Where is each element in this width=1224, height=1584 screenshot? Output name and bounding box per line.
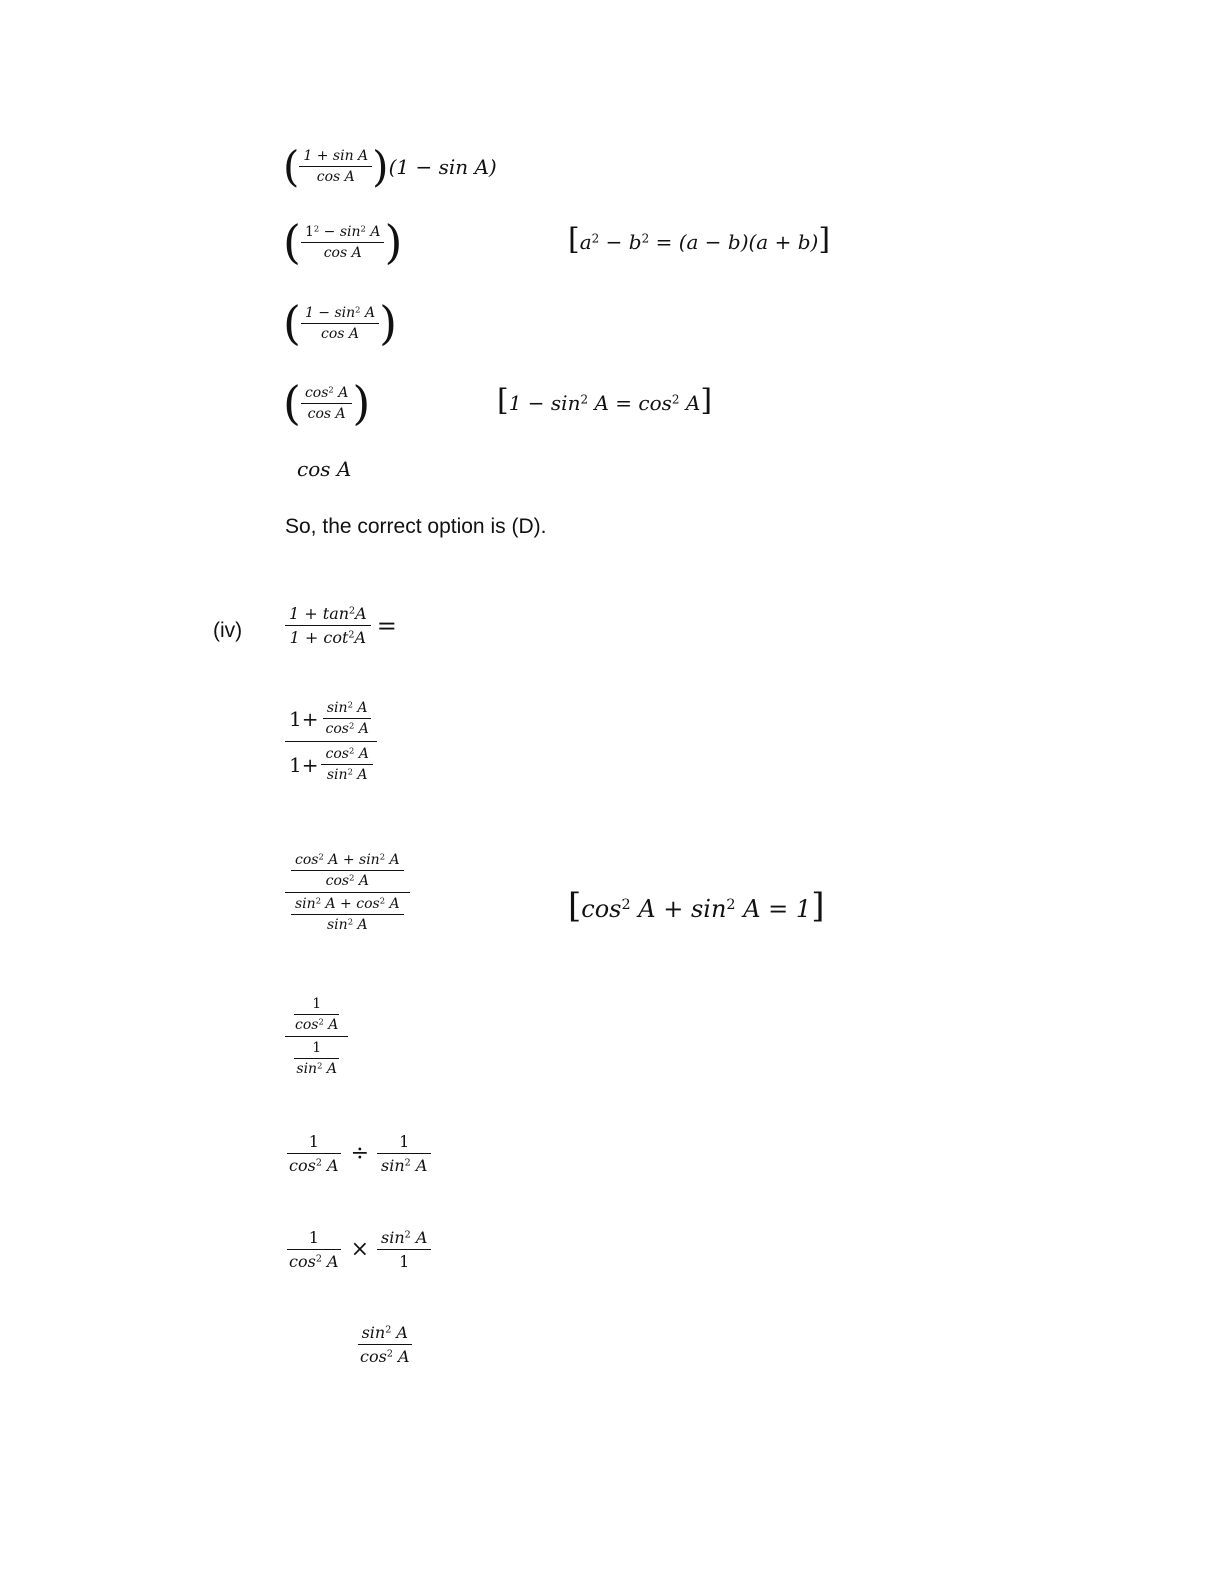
step-iv-3: [285, 996, 348, 1077]
left-paren: (: [283, 142, 300, 191]
left-paren: (: [283, 215, 301, 269]
identity-difference-of-squares: $[a^2 - b^2 = (a - b)(a + b)]$: [568, 222, 831, 257]
multiply-sign: ×: [350, 1237, 369, 1262]
right-paren: ): [384, 215, 403, 269]
divide-sign: ÷: [350, 1141, 369, 1166]
step-iv-5: $\frac{1}{\cos^2 A}$ × $\frac{\sin^2 A}{1}$: [285, 1228, 431, 1271]
step-iii-1: [283, 142, 497, 191]
fraction: $\frac{1^2 - \sin^2 A}{\text{cos A}}$: [301, 224, 384, 261]
right-paren: ): [379, 296, 398, 350]
factor: (1 − sin A): [388, 154, 497, 179]
fraction: $\frac{1 + \tan^2A}{1 + \cot^2A}$: [285, 604, 371, 647]
step-iv-4: $\frac{1}{\cos^2 A}$ ÷ $\frac{1}{\sin^2 A}$: [285, 1132, 431, 1175]
compound-fraction: 1+ $\frac{\sin^2 A}{\cos^2 A}$ 1+ $\frac{\cos^2 A}{\sin^2 A}$: [285, 700, 377, 783]
step-iv-1: [285, 700, 377, 783]
equals-sign: =: [376, 611, 397, 640]
left-paren: (: [283, 376, 301, 430]
step-iii-5: cos A: [297, 457, 352, 481]
part-label: (iv): [213, 619, 243, 642]
fraction: $\frac{\text{1 + sin A}}{\text{cos A}}$: [299, 148, 372, 185]
fraction: $\frac{1 - \sin^2 A}{\text{cos A}}$: [301, 305, 379, 342]
identity-pythagorean-1: $[1 - \sin^2 A = \cos^2 A]$: [497, 383, 713, 418]
fraction: $\frac{\cos^2 A}{\text{cos A}}$: [301, 385, 352, 422]
question-expression: [285, 604, 397, 647]
right-paren: ): [372, 142, 389, 191]
compound-fraction: $\frac{\frac{1}{\cos^2 A}}{\frac{1}{\sin^2 A}}$: [285, 996, 348, 1077]
step-iii-4: [283, 376, 370, 430]
compound-fraction: $\frac{\frac{\cos^2 A + \sin^2 A}{\cos^2 A}}{\frac{\sin^2 A + \cos^2 A}{\sin^2 A}}$: [285, 852, 410, 933]
step-iii-3: [283, 296, 397, 350]
step-iii-2: [283, 215, 402, 269]
identity-pythagorean-2: [$\cos^2$ $A + \sin^2 A = 1$]: [568, 886, 825, 926]
step-iv-2: [285, 852, 410, 933]
left-paren: (: [283, 296, 301, 350]
conclusion-text: So, the correct option is (D).: [285, 515, 547, 538]
step-iv-6: $\frac{\sin^2 A}{\cos^2 A}$: [356, 1323, 414, 1366]
right-paren: ): [352, 376, 371, 430]
